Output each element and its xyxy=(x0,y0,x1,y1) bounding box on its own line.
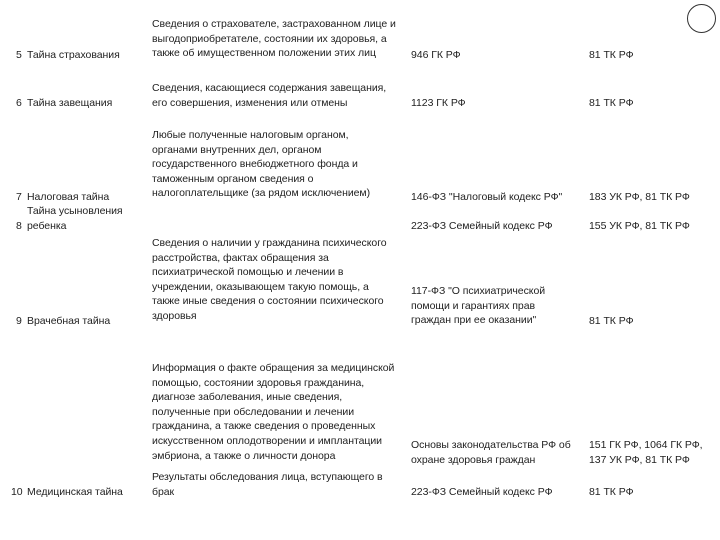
row-number: 5 xyxy=(16,49,22,61)
law-reference: 146-ФЗ "Налоговый кодекс РФ" xyxy=(411,191,563,203)
secret-description: Сведения, касающиеся содержания завещания, его совершения, изменения или отмены xyxy=(152,82,387,109)
liability-reference: 183 УК РФ, 81 ТК РФ xyxy=(589,191,690,203)
law-reference: 946 ГК РФ xyxy=(411,49,461,61)
secret-description: Сведения о наличии у гражданина психического расстройства, фактах обращения за психиатрической помощью и лечении в учреждении, оказывающем такую помощь, а также иные сведения о состоянии психического здоровья xyxy=(152,237,387,322)
law-reference: Основы законодательства РФ об охране здоровья граждан xyxy=(411,439,571,466)
law-reference: 223-ФЗ Семейный кодекс РФ xyxy=(411,220,553,232)
secret-type: Тайна страхования xyxy=(27,49,120,61)
row-number: 10 xyxy=(11,486,23,498)
liability-reference: 81 ТК РФ xyxy=(589,486,634,498)
row-number: 8 xyxy=(16,220,22,232)
secret-type: Врачебная тайна xyxy=(27,315,111,327)
secret-description: Результаты обследования лица, вступающего в брак xyxy=(152,471,383,498)
law-reference: 117-ФЗ "О психиатрической помощи и гарантиях прав граждан при ее оказании" xyxy=(411,285,546,327)
liability-reference: 81 ТК РФ xyxy=(589,49,634,61)
liability-reference: 155 УК РФ, 81 ТК РФ xyxy=(589,220,690,232)
secret-type: Тайна завещания xyxy=(27,97,113,109)
secret-description: Информация о факте обращения за медицинской помощью, состоянии здоровья гражданина, диагнозе заболевания, иные сведения, полученные при обследовании и лечении гражданина, а также сведения о проведенных искусственном оплодотворении и имплантации эмбриона, а также о личности донора xyxy=(152,362,395,462)
secret-description: Сведения о страхователе, застрахованном лице и выгодоприобретателе, состоянии их здоровья, а также об имущественном положении этих лиц xyxy=(152,18,396,60)
secret-type: Налоговая тайна xyxy=(27,191,110,203)
liability-reference: 81 ТК РФ xyxy=(589,315,634,327)
liability-reference: 81 ТК РФ xyxy=(589,97,634,109)
row-number: 6 xyxy=(16,97,22,109)
secret-type: Медицинская тайна xyxy=(27,486,123,498)
law-reference: 1123 ГК РФ xyxy=(411,97,466,109)
secret-description: Любые полученные налоговым органом, органами внутренних дел, органом государственного внебюджетного фонда и таможенным органом сведения о налогоплательщике (за рядом исключением) xyxy=(152,129,371,200)
law-reference: 223-ФЗ Семейный кодекс РФ xyxy=(411,486,553,498)
row-number: 9 xyxy=(16,315,22,327)
circle-button[interactable] xyxy=(687,4,716,33)
liability-reference: 151 ГК РФ, 1064 ГК РФ, 137 УК РФ, 81 ТК РФ xyxy=(589,439,703,466)
row-number: 7 xyxy=(16,191,22,203)
secret-type: Тайна усыновления ребенка xyxy=(27,205,123,232)
